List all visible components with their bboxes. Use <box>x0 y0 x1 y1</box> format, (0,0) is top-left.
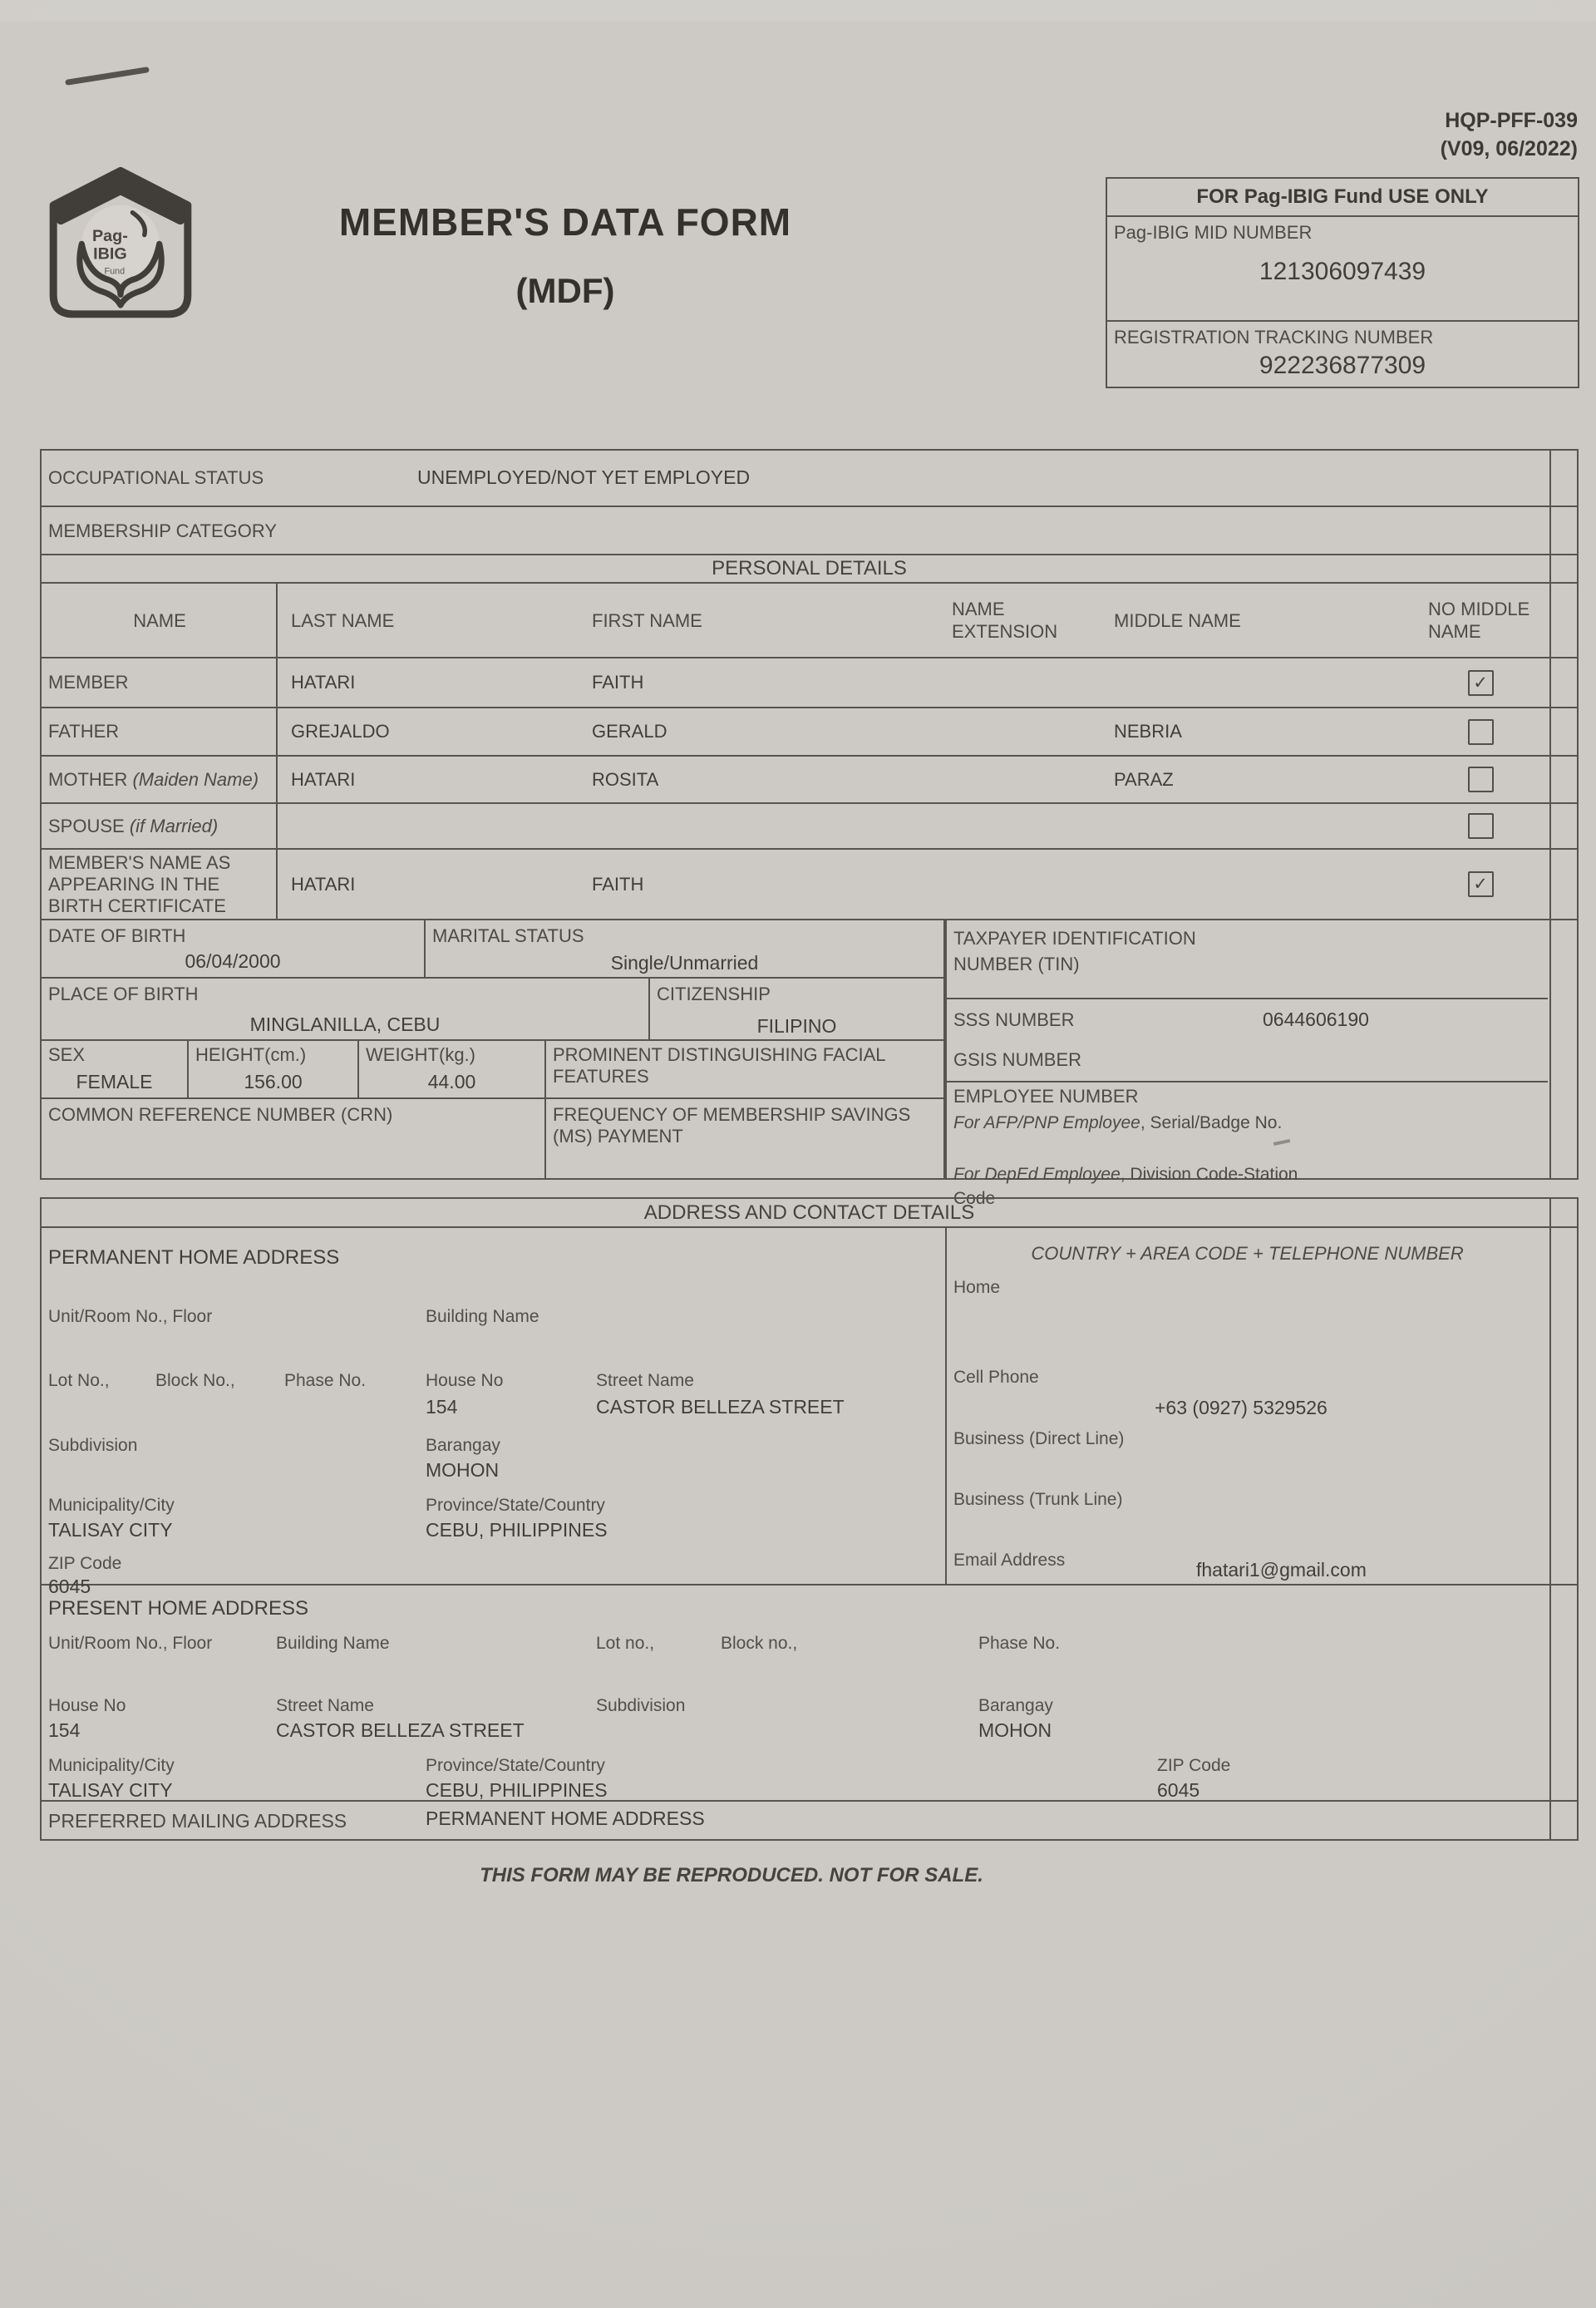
pres-building-label: Building Name <box>276 1634 390 1653</box>
logo-text-pag: Pag- <box>92 226 128 245</box>
spouse-no-middle-name-checkbox <box>1468 813 1494 839</box>
deped-note-rest: , Division Code-Station Code <box>953 1165 1298 1208</box>
photo-top-edge <box>0 0 1596 22</box>
birth-identifier-grid <box>42 920 1577 1208</box>
form-code-version: (V09, 06/2022) <box>1440 137 1578 160</box>
member-row-label: MEMBER <box>48 672 129 693</box>
member-middle-name <box>1106 658 1413 707</box>
pres-province-value: CEBU, PHILIPPINES <box>426 1779 608 1801</box>
pres-municipality-value: TALISAY CITY <box>48 1779 173 1801</box>
weight-label: WEIGHT(kg.) <box>366 1044 475 1065</box>
cell-phone-value: +63 (0927) 5329526 <box>1155 1397 1328 1418</box>
citizenship-cell <box>650 979 945 1041</box>
cell-phone-label: Cell Phone <box>953 1368 1039 1387</box>
col-header-no-middle-name: NO MIDDLE NAME <box>1428 599 1530 642</box>
present-address-title: PRESENT HOME ADDRESS <box>48 1597 308 1620</box>
perm-house-label: House No <box>426 1371 504 1390</box>
facial-features-label: PROMINENT DISTINGUISHING FACIAL FEATURES <box>553 1044 885 1087</box>
pres-zip-value: 6045 <box>1157 1779 1200 1801</box>
email-label: Email Address <box>953 1551 1066 1570</box>
spouse-row-note: (if Married) <box>129 815 219 836</box>
mother-first-name: ROSITA <box>592 768 659 790</box>
mother-name-extension <box>943 757 1106 802</box>
crn-cell <box>42 1099 546 1178</box>
pres-block-label: Block no., <box>721 1634 798 1653</box>
employee-number-label: EMPLOYEE NUMBER <box>953 1086 1139 1107</box>
place-of-birth-label: PLACE OF BIRTH <box>48 984 199 1004</box>
father-row-label: FATHER <box>48 721 120 742</box>
tin-label: TAXPAYER IDENTIFICATION NUMBER (TIN) <box>953 928 1196 974</box>
father-no-middle-name-checkbox <box>1468 719 1494 745</box>
spouse-name-row <box>42 804 1577 850</box>
perm-building-label: Building Name <box>426 1307 539 1326</box>
pres-barangay-value: MOHON <box>978 1719 1052 1741</box>
perm-street-label: Street Name <box>596 1371 694 1390</box>
gsis-cell <box>947 1043 1548 1082</box>
pres-barangay-label: Barangay <box>978 1696 1053 1715</box>
perm-zip-value: 6045 <box>48 1576 91 1597</box>
spouse-name-extension <box>943 804 1106 848</box>
perm-phase-label: Phase No. <box>284 1371 367 1390</box>
spouse-middle-name <box>1106 804 1413 848</box>
perm-province-value: CEBU, PHILIPPINES <box>426 1519 608 1541</box>
marital-status-cell <box>426 920 945 979</box>
date-of-birth-label: DATE OF BIRTH <box>48 925 186 946</box>
ms-frequency-label: FREQUENCY OF MEMBERSHIP SAVINGS (MS) PAYMENT <box>553 1104 911 1147</box>
contact-column <box>945 1228 1548 1586</box>
form-code <box>1441 106 1578 163</box>
preferred-mailing-value: PERMANENT HOME ADDRESS <box>426 1807 705 1829</box>
deped-note-italic: For DepEd Employee <box>953 1165 1121 1184</box>
member-first-name: FAITH <box>592 672 644 693</box>
father-name-extension <box>943 708 1106 755</box>
member-name-row <box>42 658 1577 708</box>
address-details-title: ADDRESS AND CONTACT DETAILS <box>643 1201 975 1224</box>
sss-label: SSS NUMBER <box>953 1009 1075 1030</box>
page-title: MEMBER'S DATA FORM <box>338 200 792 244</box>
spouse-last-name <box>278 804 540 848</box>
mother-row-note: (Maiden Name) <box>132 768 259 790</box>
pres-zip-label: ZIP Code <box>1157 1756 1231 1775</box>
pres-street-label: Street Name <box>276 1696 374 1715</box>
membership-category-label: MEMBERSHIP CATEGORY <box>48 520 278 541</box>
member-no-middle-name-checkbox <box>1468 670 1494 696</box>
present-address-section <box>42 1586 1577 1802</box>
occupational-status-label: OCCUPATIONAL STATUS <box>48 467 264 488</box>
name-table-header <box>42 584 1577 658</box>
col-header-first-name: FIRST NAME <box>592 609 702 631</box>
afp-pnp-note-rest: , Serial/Badge No. <box>1140 1113 1283 1132</box>
logo-text-ibig: IBIG <box>93 244 127 264</box>
mother-no-middle-name-checkbox <box>1468 767 1494 792</box>
birth-certificate-row-label: MEMBER'S NAME AS APPEARING IN THE BIRTH CERTIFICATE <box>48 851 231 916</box>
table-right-double-rule <box>1549 451 1551 1178</box>
perm-barangay-label: Barangay <box>426 1436 500 1455</box>
mother-name-row <box>42 757 1577 804</box>
birth-certificate-last-name: HATARI <box>291 873 356 895</box>
afp-pnp-note <box>953 1111 1319 1135</box>
crn-label: COMMON REFERENCE NUMBER (CRN) <box>48 1104 393 1125</box>
rtn-value: 922236877309 <box>1259 352 1426 379</box>
father-name-row <box>42 708 1577 757</box>
perm-zip-label: ZIP Code <box>48 1554 122 1573</box>
office-use-title: FOR Pag-IBIG Fund USE ONLY <box>1107 179 1578 217</box>
identifiers-column <box>945 920 1548 1208</box>
table-right-double-rule <box>1549 1199 1551 1839</box>
date-of-birth-cell <box>42 920 426 979</box>
pres-municipality-label: Municipality/City <box>48 1756 175 1775</box>
perm-municipality-label: Municipality/City <box>48 1496 175 1515</box>
pres-phase-label: Phase No. <box>978 1634 1061 1653</box>
permanent-address-section <box>42 1228 1577 1597</box>
pres-house-value: 154 <box>48 1719 81 1741</box>
membership-category-row <box>42 507 1577 555</box>
birth-certificate-name-row <box>42 850 1577 920</box>
citizenship-label: CITIZENSHIP <box>657 984 771 1004</box>
tin-cell <box>947 920 1548 999</box>
logo-text-fund: Fund <box>104 266 126 277</box>
pres-street-value: CASTOR BELLEZA STREET <box>276 1719 525 1741</box>
pres-lot-label: Lot no., <box>596 1634 655 1653</box>
occupational-status-row <box>42 451 1577 507</box>
col-header-name-extension: NAME EXTENSION <box>952 599 1058 642</box>
home-phone-label: Home <box>953 1278 1001 1297</box>
reproduction-note: THIS FORM MAY BE REPRODUCED. NOT FOR SALE. <box>480 1864 983 1886</box>
pen-mark <box>65 67 150 86</box>
father-last-name: GREJALDO <box>291 721 390 742</box>
marital-status-label: MARITAL STATUS <box>432 925 584 946</box>
address-contact-table <box>40 1197 1579 1841</box>
pres-subdivision-label: Subdivision <box>596 1696 686 1715</box>
member-name-extension <box>943 658 1106 707</box>
preferred-mailing-label: PREFERRED MAILING ADDRESS <box>48 1810 347 1832</box>
member-last-name: HATARI <box>291 672 356 693</box>
page-subtitle: (MDF) <box>515 271 615 310</box>
pres-house-label: House No <box>48 1696 126 1715</box>
sex-cell <box>42 1041 189 1099</box>
perm-subdivision-label: Subdivision <box>48 1436 138 1455</box>
perm-house-value: 154 <box>426 1396 458 1418</box>
address-details-band <box>42 1199 1577 1228</box>
perm-barangay-value: MOHON <box>426 1459 500 1481</box>
col-header-middle-name: MIDDLE NAME <box>1114 609 1241 631</box>
personal-details-band <box>42 555 1577 584</box>
checkmark: ✓ <box>1473 673 1488 693</box>
birth-certificate-first-name: FAITH <box>592 873 644 895</box>
mid-number-label: Pag-IBIG MID NUMBER <box>1114 222 1313 243</box>
marital-status-value: Single/Unmarried <box>610 952 759 974</box>
height-value: 156.00 <box>244 1071 303 1092</box>
pres-unit-label: Unit/Room No., Floor <box>48 1634 213 1653</box>
pagibig-logo-icon <box>46 166 195 320</box>
height-label: HEIGHT(cm.) <box>195 1044 307 1065</box>
height-cell <box>189 1041 359 1099</box>
personal-details-title: PERSONAL DETAILS <box>712 557 907 579</box>
birth-certificate-name-extension <box>943 850 1106 919</box>
office-box-divider <box>1107 320 1578 322</box>
sss-value: 0644606190 <box>1263 1009 1369 1030</box>
preferred-mailing-row <box>42 1802 1577 1837</box>
afp-pnp-note-italic: For AFP/PNP Employee <box>953 1113 1140 1132</box>
mother-row-label: MOTHER <box>48 768 128 790</box>
weight-cell <box>359 1041 546 1099</box>
perm-lot-label: Lot No., <box>48 1371 110 1390</box>
birth-certificate-no-middle-name-checkbox <box>1468 871 1494 897</box>
facial-features-cell <box>546 1041 945 1099</box>
perm-block-label: Block No., <box>155 1371 235 1390</box>
col-header-last-name: LAST NAME <box>291 609 395 631</box>
occupational-status-value: UNEMPLOYED/NOT YET EMPLOYED <box>417 466 751 488</box>
sex-value: FEMALE <box>76 1071 153 1092</box>
weight-value: 44.00 <box>427 1071 476 1092</box>
place-of-birth-value: MINGLANILLA, CEBU <box>249 1013 441 1035</box>
business-trunk-label: Business (Trunk Line) <box>953 1490 1123 1509</box>
perm-municipality-value: TALISAY CITY <box>48 1519 173 1541</box>
business-direct-label: Business (Direct Line) <box>953 1429 1125 1448</box>
sex-label: SEX <box>48 1044 86 1065</box>
office-use-box <box>1106 177 1579 388</box>
birth-certificate-middle-name <box>1106 850 1413 919</box>
checkmark: ✓ <box>1473 875 1488 894</box>
email-value: fhatari1@gmail.com <box>1196 1559 1367 1581</box>
father-first-name: GERALD <box>592 721 667 742</box>
mother-last-name: HATARI <box>291 768 356 790</box>
rtn-label: REGISTRATION TRACKING NUMBER <box>1114 327 1434 348</box>
spouse-row-label: SPOUSE <box>48 815 125 836</box>
form-code-number: HQP-PFF-039 <box>1445 109 1578 132</box>
form-header <box>291 200 840 311</box>
ms-frequency-cell <box>546 1099 945 1178</box>
father-middle-name: NEBRIA <box>1114 721 1182 742</box>
mother-middle-name: PARAZ <box>1114 768 1174 790</box>
permanent-address-title: PERMANENT HOME ADDRESS <box>48 1246 340 1269</box>
citizenship-value: FILIPINO <box>756 1015 837 1037</box>
date-of-birth-value: 06/04/2000 <box>185 950 281 972</box>
employee-number-cell <box>947 1082 1548 1208</box>
perm-street-value: CASTOR BELLEZA STREET <box>596 1396 845 1418</box>
pres-province-label: Province/State/Country <box>426 1756 605 1775</box>
place-of-birth-cell <box>42 979 650 1041</box>
sss-cell <box>947 999 1548 1043</box>
col-header-name: NAME <box>42 584 278 657</box>
perm-unit-label: Unit/Room No., Floor <box>48 1307 213 1326</box>
gsis-label: GSIS NUMBER <box>953 1049 1082 1070</box>
spouse-first-name <box>540 804 943 848</box>
mid-number-value: 121306097439 <box>1259 258 1426 285</box>
personal-details-table <box>40 449 1579 1208</box>
perm-province-label: Province/State/Country <box>426 1496 605 1515</box>
contact-header: COUNTRY + AREA CODE + TELEPHONE NUMBER <box>1031 1243 1464 1264</box>
